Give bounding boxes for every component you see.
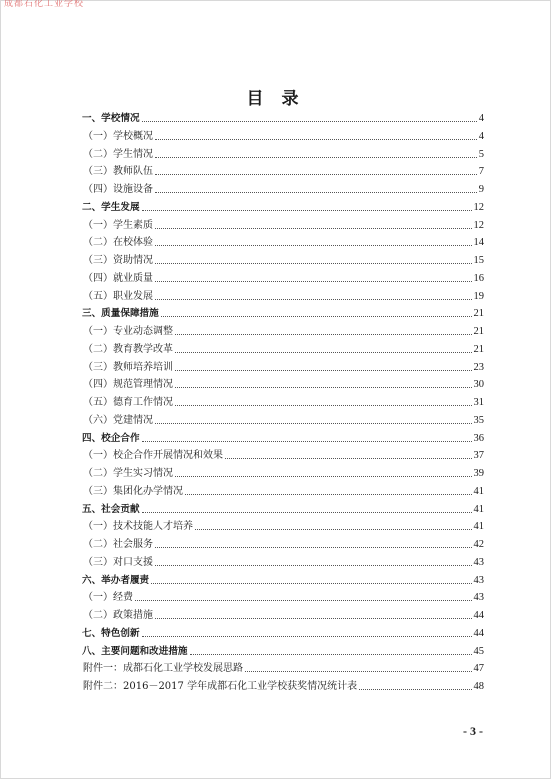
toc-subsection-entry[interactable]	[82, 359, 484, 377]
toc-entry-page: 42	[473, 539, 484, 550]
toc-entry-label: （三）教师队伍	[83, 166, 153, 178]
toc-subsection-entry[interactable]	[82, 270, 484, 288]
toc-subsection-entry[interactable]	[82, 252, 484, 270]
toc-entry-page: 41	[473, 503, 484, 515]
toc-subsection-entry[interactable]	[82, 483, 484, 501]
toc-entry-label: （四）设施设备	[83, 184, 153, 195]
toc-entry-label: （四）规范管理情况	[83, 379, 173, 391]
dot-leader	[359, 678, 471, 690]
toc-entry-page: 30	[473, 379, 484, 391]
toc-entry-label: （二）政策措施	[83, 610, 153, 621]
toc-entry-label: （六）党建情况	[83, 414, 153, 426]
dot-leader	[195, 518, 472, 530]
toc-entry-label: （一）专业动态调整	[83, 326, 173, 337]
dot-leader	[142, 110, 477, 122]
dot-leader	[151, 572, 471, 584]
toc-entry-page: 47	[473, 663, 484, 675]
dot-leader	[175, 394, 472, 406]
toc-entry-page: 41	[473, 485, 484, 497]
dot-leader	[175, 323, 472, 335]
toc-entry-page: 9	[478, 184, 484, 195]
toc-subsection-entry[interactable]	[82, 607, 484, 625]
toc-entry-page: 5	[478, 148, 484, 160]
toc-entry-label: 八、主要问题和改进措施	[82, 645, 188, 657]
toc-entry-label: （一）学校概况	[83, 130, 153, 142]
toc-entry-label: 五、社会贡献	[82, 503, 140, 515]
toc-entry-label: （一）经费	[83, 592, 133, 604]
toc-subsection-entry[interactable]	[82, 181, 484, 199]
toc-section-entry[interactable]	[82, 430, 484, 448]
dot-leader	[155, 217, 472, 229]
toc-entry-label: 六、举办者履责	[82, 574, 150, 586]
header-fragment: 成都石化工业学校	[4, 0, 85, 8]
toc-entry-label: 附件一：成都石化工业学校发展思路	[83, 663, 243, 675]
dot-leader	[142, 199, 472, 211]
toc-entry-page: 12	[473, 219, 484, 231]
dot-leader	[142, 430, 472, 442]
toc-entry-page: 44	[473, 610, 484, 621]
toc-section-entry[interactable]	[82, 501, 484, 519]
toc-entry-page: 21	[473, 308, 484, 320]
toc-subsection-entry[interactable]	[82, 589, 484, 607]
dot-leader	[155, 607, 472, 619]
toc-subsection-entry[interactable]	[82, 376, 484, 394]
toc-entry-page: 19	[473, 290, 484, 302]
dot-leader	[161, 305, 472, 317]
toc-entry-page: 31	[473, 397, 484, 408]
toc-subsection-entry[interactable]	[82, 217, 484, 235]
toc-entry-label: 二、学生发展	[82, 201, 140, 213]
toc-subsection-entry[interactable]	[82, 412, 484, 430]
toc-entry-page: 12	[473, 201, 484, 213]
toc-subsection-entry[interactable]	[82, 128, 484, 146]
toc-entry-page: 21	[473, 343, 484, 355]
toc-section-entry[interactable]	[82, 199, 484, 217]
toc-section-entry[interactable]	[82, 572, 484, 590]
toc-entry-page: 23	[473, 361, 484, 373]
dot-leader	[155, 288, 472, 300]
dot-leader	[155, 270, 472, 282]
toc-entry-label: （二）学生实习情况	[83, 468, 173, 479]
toc-subsection-entry[interactable]	[82, 341, 484, 359]
toc-appendix-entry[interactable]	[82, 678, 484, 696]
toc-subsection-entry[interactable]	[82, 465, 484, 483]
dot-leader	[175, 359, 472, 371]
toc-entry-label: （三）资助情况	[83, 255, 153, 266]
dot-leader	[142, 501, 472, 513]
toc-title: 目 录	[246, 89, 305, 109]
toc-subsection-entry[interactable]	[82, 288, 484, 306]
dot-leader	[225, 447, 472, 459]
toc-subsection-entry[interactable]	[82, 518, 484, 536]
toc-entry-page: 43	[473, 556, 484, 568]
toc-subsection-entry[interactable]	[82, 234, 484, 252]
toc-subsection-entry[interactable]	[82, 146, 484, 164]
page-number: - 3 -	[463, 724, 483, 738]
toc-entry-label: 一、学校情况	[82, 113, 140, 124]
toc-subsection-entry[interactable]	[82, 536, 484, 554]
toc-entry-label: （三）教师培养培训	[83, 361, 173, 373]
toc-entry-label: （三）对口支援	[83, 556, 153, 568]
toc-entry-label: （二）在校体验	[83, 237, 153, 249]
dot-leader	[185, 483, 472, 495]
toc-entry-page: 39	[473, 468, 484, 479]
toc-appendix-entry[interactable]	[82, 660, 484, 678]
toc-entry-page: 48	[473, 681, 484, 692]
dot-leader	[155, 536, 472, 548]
table-of-contents	[82, 110, 484, 696]
dot-leader	[175, 465, 472, 477]
toc-entry-label: 四、校企合作	[82, 432, 140, 444]
toc-entry-page: 4	[478, 113, 484, 124]
toc-entry-page: 7	[478, 166, 484, 178]
toc-section-entry[interactable]	[82, 305, 484, 323]
toc-entry-page: 44	[473, 627, 484, 639]
dot-leader	[155, 181, 477, 193]
toc-entry-page: 21	[473, 326, 484, 337]
dot-leader	[135, 589, 472, 601]
toc-entry-label: （五）德育工作情况	[83, 397, 173, 408]
toc-subsection-entry[interactable]	[82, 394, 484, 412]
toc-entry-page: 4	[478, 130, 484, 142]
toc-entry-page: 41	[473, 521, 484, 533]
toc-entry-label: （一）技术技能人才培养	[83, 521, 193, 533]
dot-leader	[245, 660, 472, 672]
toc-entry-label: （五）职业发展	[83, 290, 153, 302]
dot-leader	[155, 252, 472, 264]
toc-entry-label: 七、特色创新	[82, 627, 140, 639]
toc-subsection-entry[interactable]	[82, 323, 484, 341]
toc-entry-page: 35	[473, 414, 484, 426]
toc-subsection-entry[interactable]	[82, 163, 484, 181]
toc-entry-label: （二）学生情况	[83, 148, 153, 160]
toc-subsection-entry[interactable]	[82, 447, 484, 465]
dot-leader	[175, 341, 472, 353]
toc-entry-label: （一）学生素质	[83, 219, 153, 231]
toc-entry-page: 14	[473, 237, 484, 249]
toc-entry-page: 45	[473, 645, 484, 657]
toc-entry-page: 37	[473, 450, 484, 462]
dot-leader	[175, 376, 472, 388]
dot-leader	[155, 554, 472, 566]
toc-section-entry[interactable]	[82, 643, 484, 661]
dot-leader	[190, 643, 472, 655]
toc-entry-label: （四）就业质量	[83, 272, 153, 284]
toc-entry-label: 附件二：2016－2017 学年成都石化工业学校获奖情况统计表	[83, 681, 358, 692]
toc-entry-label: （二）教育教学改革	[83, 343, 173, 355]
toc-section-entry[interactable]	[82, 625, 484, 643]
toc-section-entry[interactable]	[82, 110, 484, 128]
dot-leader	[155, 412, 472, 424]
dot-leader	[155, 234, 472, 246]
toc-entry-page: 16	[473, 272, 484, 284]
toc-entry-label: 三、质量保障措施	[82, 308, 159, 320]
toc-entry-label: （二）社会服务	[83, 539, 153, 550]
toc-entry-page: 36	[473, 432, 484, 444]
toc-entry-page: 43	[473, 574, 484, 586]
toc-entry-page: 43	[473, 592, 484, 604]
toc-entry-label: （三）集团化办学情况	[83, 485, 183, 497]
dot-leader	[155, 128, 477, 140]
toc-subsection-entry[interactable]	[82, 554, 484, 572]
dot-leader	[142, 625, 472, 637]
toc-entry-page: 15	[473, 255, 484, 266]
dot-leader	[155, 146, 477, 158]
dot-leader	[155, 163, 477, 175]
toc-entry-label: （一）校企合作开展情况和效果	[83, 450, 223, 462]
